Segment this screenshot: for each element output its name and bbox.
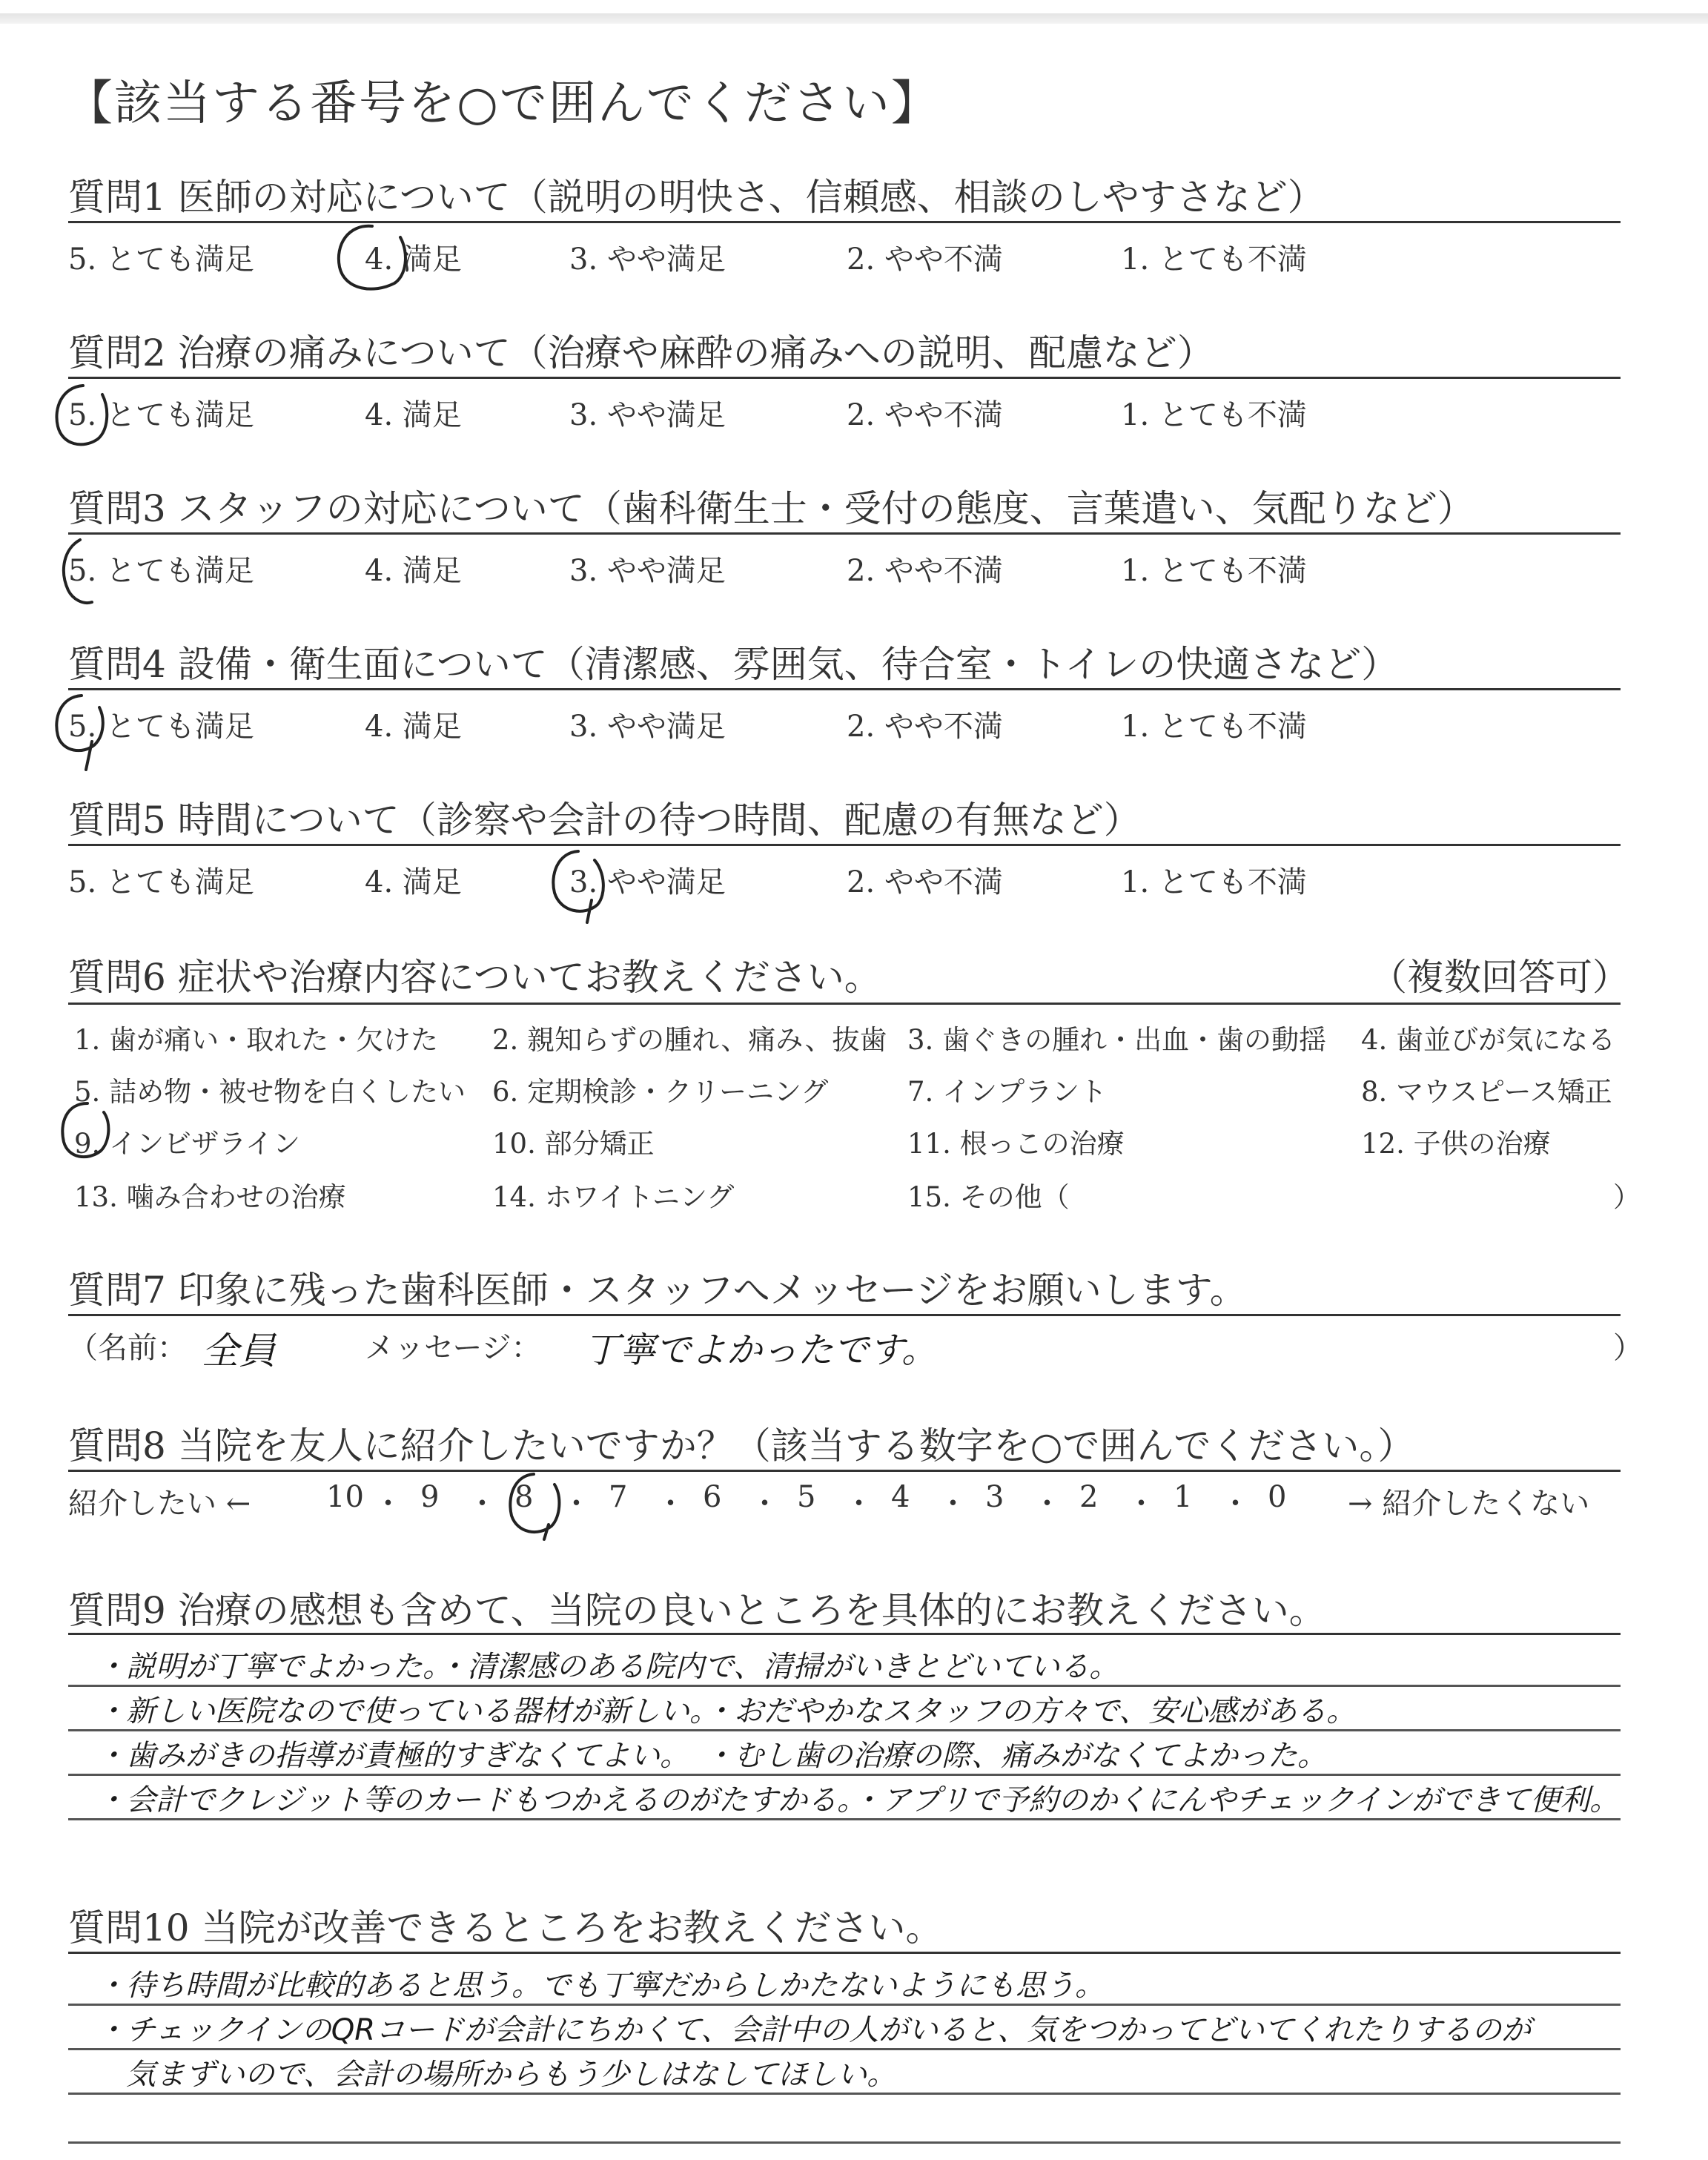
q6-item-2[interactable]: 2. 親知らずの腫れ、痛み、抜歯 (492, 1024, 887, 1056)
q1-option-2[interactable]: 2. やや不満 (847, 242, 1003, 277)
q4-option-1[interactable]: 1. とても不満 (1121, 710, 1307, 744)
q2-option-5[interactable]: 5. とても満足 (68, 398, 254, 432)
q4-option-2[interactable]: 2. やや不満 (847, 710, 1003, 744)
q7-message-label: メッセージ： (365, 1331, 541, 1365)
q10-ruled-line (68, 2048, 1621, 2050)
q9-rule (68, 1633, 1621, 1635)
q8-scale-separator: ・ (1126, 1487, 1156, 1521)
q9-answer-line-4[interactable]: ・会計でクレジット等のカードもつかえるのがたすかる。・アプリで予約のかくにんやチェックインができて便利。 (96, 1783, 1620, 1817)
q6-item-7[interactable]: 7. インプラント (907, 1076, 1108, 1108)
q3-option-1[interactable]: 1. とても不満 (1121, 554, 1307, 588)
q8-title: 質問8 当院を友人に紹介したいですか？（該当する数字を○で囲んでください。） (68, 1424, 1415, 1467)
q3-title: 質問3 スタッフの対応について（歯科衛生士・受付の態度、言葉遣い、気配りなど） (68, 487, 1474, 530)
q1-rule (68, 221, 1621, 223)
q8-right-label: → 紹介したくない (1348, 1487, 1590, 1521)
q4-option-4[interactable]: 4. 満足 (365, 710, 462, 744)
q6-item-8[interactable]: 8. マウスピース矯正 (1361, 1076, 1612, 1108)
q7-rule (68, 1314, 1621, 1316)
q8-scale-5[interactable]: 5 (797, 1480, 816, 1514)
q1-option-4[interactable]: 4. 満足 (365, 242, 462, 277)
q6-item-3[interactable]: 3. 歯ぐきの腫れ・出血・歯の動揺 (907, 1024, 1327, 1056)
q7-title: 質問7 印象に残った歯科医師・スタッフへメッセージをお願いします。 (68, 1269, 1247, 1312)
q2-rule (68, 377, 1621, 379)
q6-item-14[interactable]: 14. ホワイトニング (492, 1181, 735, 1213)
q7-message-value[interactable]: 丁寧でよかったです。 (584, 1330, 938, 1371)
q2-option-3[interactable]: 3. やや満足 (569, 398, 726, 432)
q1-option-3[interactable]: 3. やや満足 (569, 242, 726, 277)
q1-option-1[interactable]: 1. とても不満 (1121, 242, 1307, 277)
q8-scale-separator: ・ (655, 1487, 686, 1521)
q8-scale-separator: ・ (844, 1487, 874, 1521)
q1-option-5[interactable]: 5. とても満足 (68, 242, 254, 277)
q3-rule (68, 532, 1621, 535)
q6-rule (68, 1003, 1621, 1005)
q8-scale-6[interactable]: 6 (703, 1480, 722, 1514)
q4-option-3[interactable]: 3. やや満足 (569, 710, 726, 744)
q10-answer-line-1[interactable]: ・待ち時間が比較的あると思う。でも丁寧だからしかたないようにも思う。 (96, 1969, 1105, 2003)
q4-option-5[interactable]: 5. とても満足 (68, 710, 254, 744)
q8-scale-separator: ・ (1220, 1487, 1251, 1521)
q6-other-close-paren: ） (1613, 1181, 1641, 1213)
q9-answer-line-3[interactable]: ・歯みがきの指導が責極的すぎなくてよい。 ・むし歯の治療の際、痛みがなくてよかった。 (96, 1739, 1327, 1773)
q6-item-5[interactable]: 5. 詰め物・被せ物を白くしたい (74, 1076, 466, 1108)
q3-option-4[interactable]: 4. 満足 (365, 554, 462, 588)
q3-option-2[interactable]: 2. やや不満 (847, 554, 1003, 588)
q6-item-4[interactable]: 4. 歯並びが気になる (1361, 1024, 1616, 1056)
q5-option-4[interactable]: 4. 満足 (365, 865, 462, 899)
q10-ruled-line (68, 2004, 1621, 2006)
q8-left-label: 紹介したい ← (68, 1487, 251, 1521)
q9-ruled-line (68, 1685, 1621, 1687)
q8-scale-3[interactable]: 3 (985, 1480, 1004, 1514)
scan-edge (0, 13, 1708, 24)
q9-answer-line-1[interactable]: ・説明が丁寧でよかった。・清潔感のある院内で、清掃がいきとどいている。 (96, 1650, 1119, 1684)
q8-scale-separator: ・ (467, 1487, 497, 1521)
q5-rule (68, 844, 1621, 846)
q6-note: （複数回答可） (1370, 956, 1629, 999)
q8-scale-1[interactable]: 1 (1174, 1480, 1193, 1514)
q8-scale-2[interactable]: 2 (1079, 1480, 1099, 1514)
q6-item-12[interactable]: 12. 子供の治療 (1361, 1128, 1551, 1160)
q8-scale-separator: ・ (1032, 1487, 1062, 1521)
q10-ruled-line (68, 2093, 1621, 2095)
q2-option-1[interactable]: 1. とても不満 (1121, 398, 1307, 432)
q9-ruled-line (68, 1818, 1621, 1820)
q9-answer-line-2[interactable]: ・新しい医院なので使っている器材が新しい。・おだやかなスタッフの方々で、安心感がある。 (96, 1694, 1357, 1728)
q3-option-5[interactable]: 5. とても満足 (68, 554, 254, 588)
q8-scale-7[interactable]: 7 (609, 1480, 628, 1514)
q2-option-4[interactable]: 4. 満足 (365, 398, 462, 432)
q5-option-3[interactable]: 3. やや満足 (569, 865, 726, 899)
q7-name-label: （名前： (68, 1331, 187, 1365)
q4-rule (68, 688, 1621, 690)
q9-ruled-line (68, 1774, 1621, 1776)
q5-option-2[interactable]: 2. やや不満 (847, 865, 1003, 899)
q8-scale-separator: ・ (373, 1487, 403, 1521)
q6-item-9[interactable]: 9. インビザライン (74, 1128, 300, 1160)
q6-item-13[interactable]: 13. 噛み合わせの治療 (74, 1181, 346, 1213)
q8-scale-separator: ・ (938, 1487, 968, 1521)
q8-scale-0[interactable]: 0 (1268, 1480, 1287, 1514)
q2-title: 質問2 治療の痛みについて（治療や麻酔の痛みへの説明、配慮など） (68, 331, 1214, 374)
q6-title: 質問6 症状や治療内容についてお教えください。 (68, 956, 881, 999)
q10-answer-line-2[interactable]: ・チェックインのQRコードが会計にちかくて、会計中の人がいると、気をつかってどいてくれたりするのが (96, 2013, 1532, 2047)
q7-close-paren: ） (1613, 1331, 1643, 1365)
q8-scale-4[interactable]: 4 (891, 1480, 910, 1514)
q5-option-1[interactable]: 1. とても不満 (1121, 865, 1307, 899)
q9-ruled-line (68, 1729, 1621, 1731)
q5-title: 質問5 時間について（診察や会計の待つ時間、配慮の有無など） (68, 799, 1141, 842)
q6-item-1[interactable]: 1. 歯が痛い・取れた・欠けた (74, 1024, 439, 1056)
q6-item-6[interactable]: 6. 定期検診・クリーニング (492, 1076, 829, 1108)
q7-name-value[interactable]: 全員 (202, 1330, 276, 1373)
q8-scale-10[interactable]: 10 (326, 1480, 364, 1514)
q4-title: 質問4 設備・衛生面について（清潔感、雰囲気、待合室・トイレの快適さなど） (68, 643, 1399, 686)
form-title: 【該当する番号を○で囲んでください】 (65, 76, 940, 131)
q3-option-3[interactable]: 3. やや満足 (569, 554, 726, 588)
q2-option-2[interactable]: 2. やや不満 (847, 398, 1003, 432)
q6-item-15[interactable]: 15. その他（ (907, 1181, 1070, 1213)
q9-title: 質問9 治療の感想も含めて、当院の良いところを具体的にお教えください。 (68, 1589, 1326, 1632)
q10-rule (68, 1952, 1621, 1954)
q10-title: 質問10 当院が改善できるところをお教えください。 (68, 1906, 943, 1949)
q6-item-11[interactable]: 11. 根っこの治療 (907, 1128, 1125, 1160)
q10-answer-line-3[interactable]: 気まずいので、会計の場所からもう少しはなしてほしい。 (126, 2058, 897, 2092)
q8-scale-separator: ・ (561, 1487, 592, 1521)
q8-scale-9[interactable]: 9 (420, 1480, 440, 1514)
q6-item-10[interactable]: 10. 部分矯正 (492, 1128, 655, 1160)
q10-bottom-rule (68, 2141, 1621, 2144)
q5-option-5[interactable]: 5. とても満足 (68, 865, 254, 899)
q1-title: 質問1 医師の対応について（説明の明快さ、信頼感、相談のしやすさなど） (68, 176, 1325, 219)
q8-scale-separator: ・ (749, 1487, 780, 1521)
q8-rule (68, 1470, 1621, 1472)
q8-scale-8[interactable]: 8 (514, 1480, 534, 1514)
